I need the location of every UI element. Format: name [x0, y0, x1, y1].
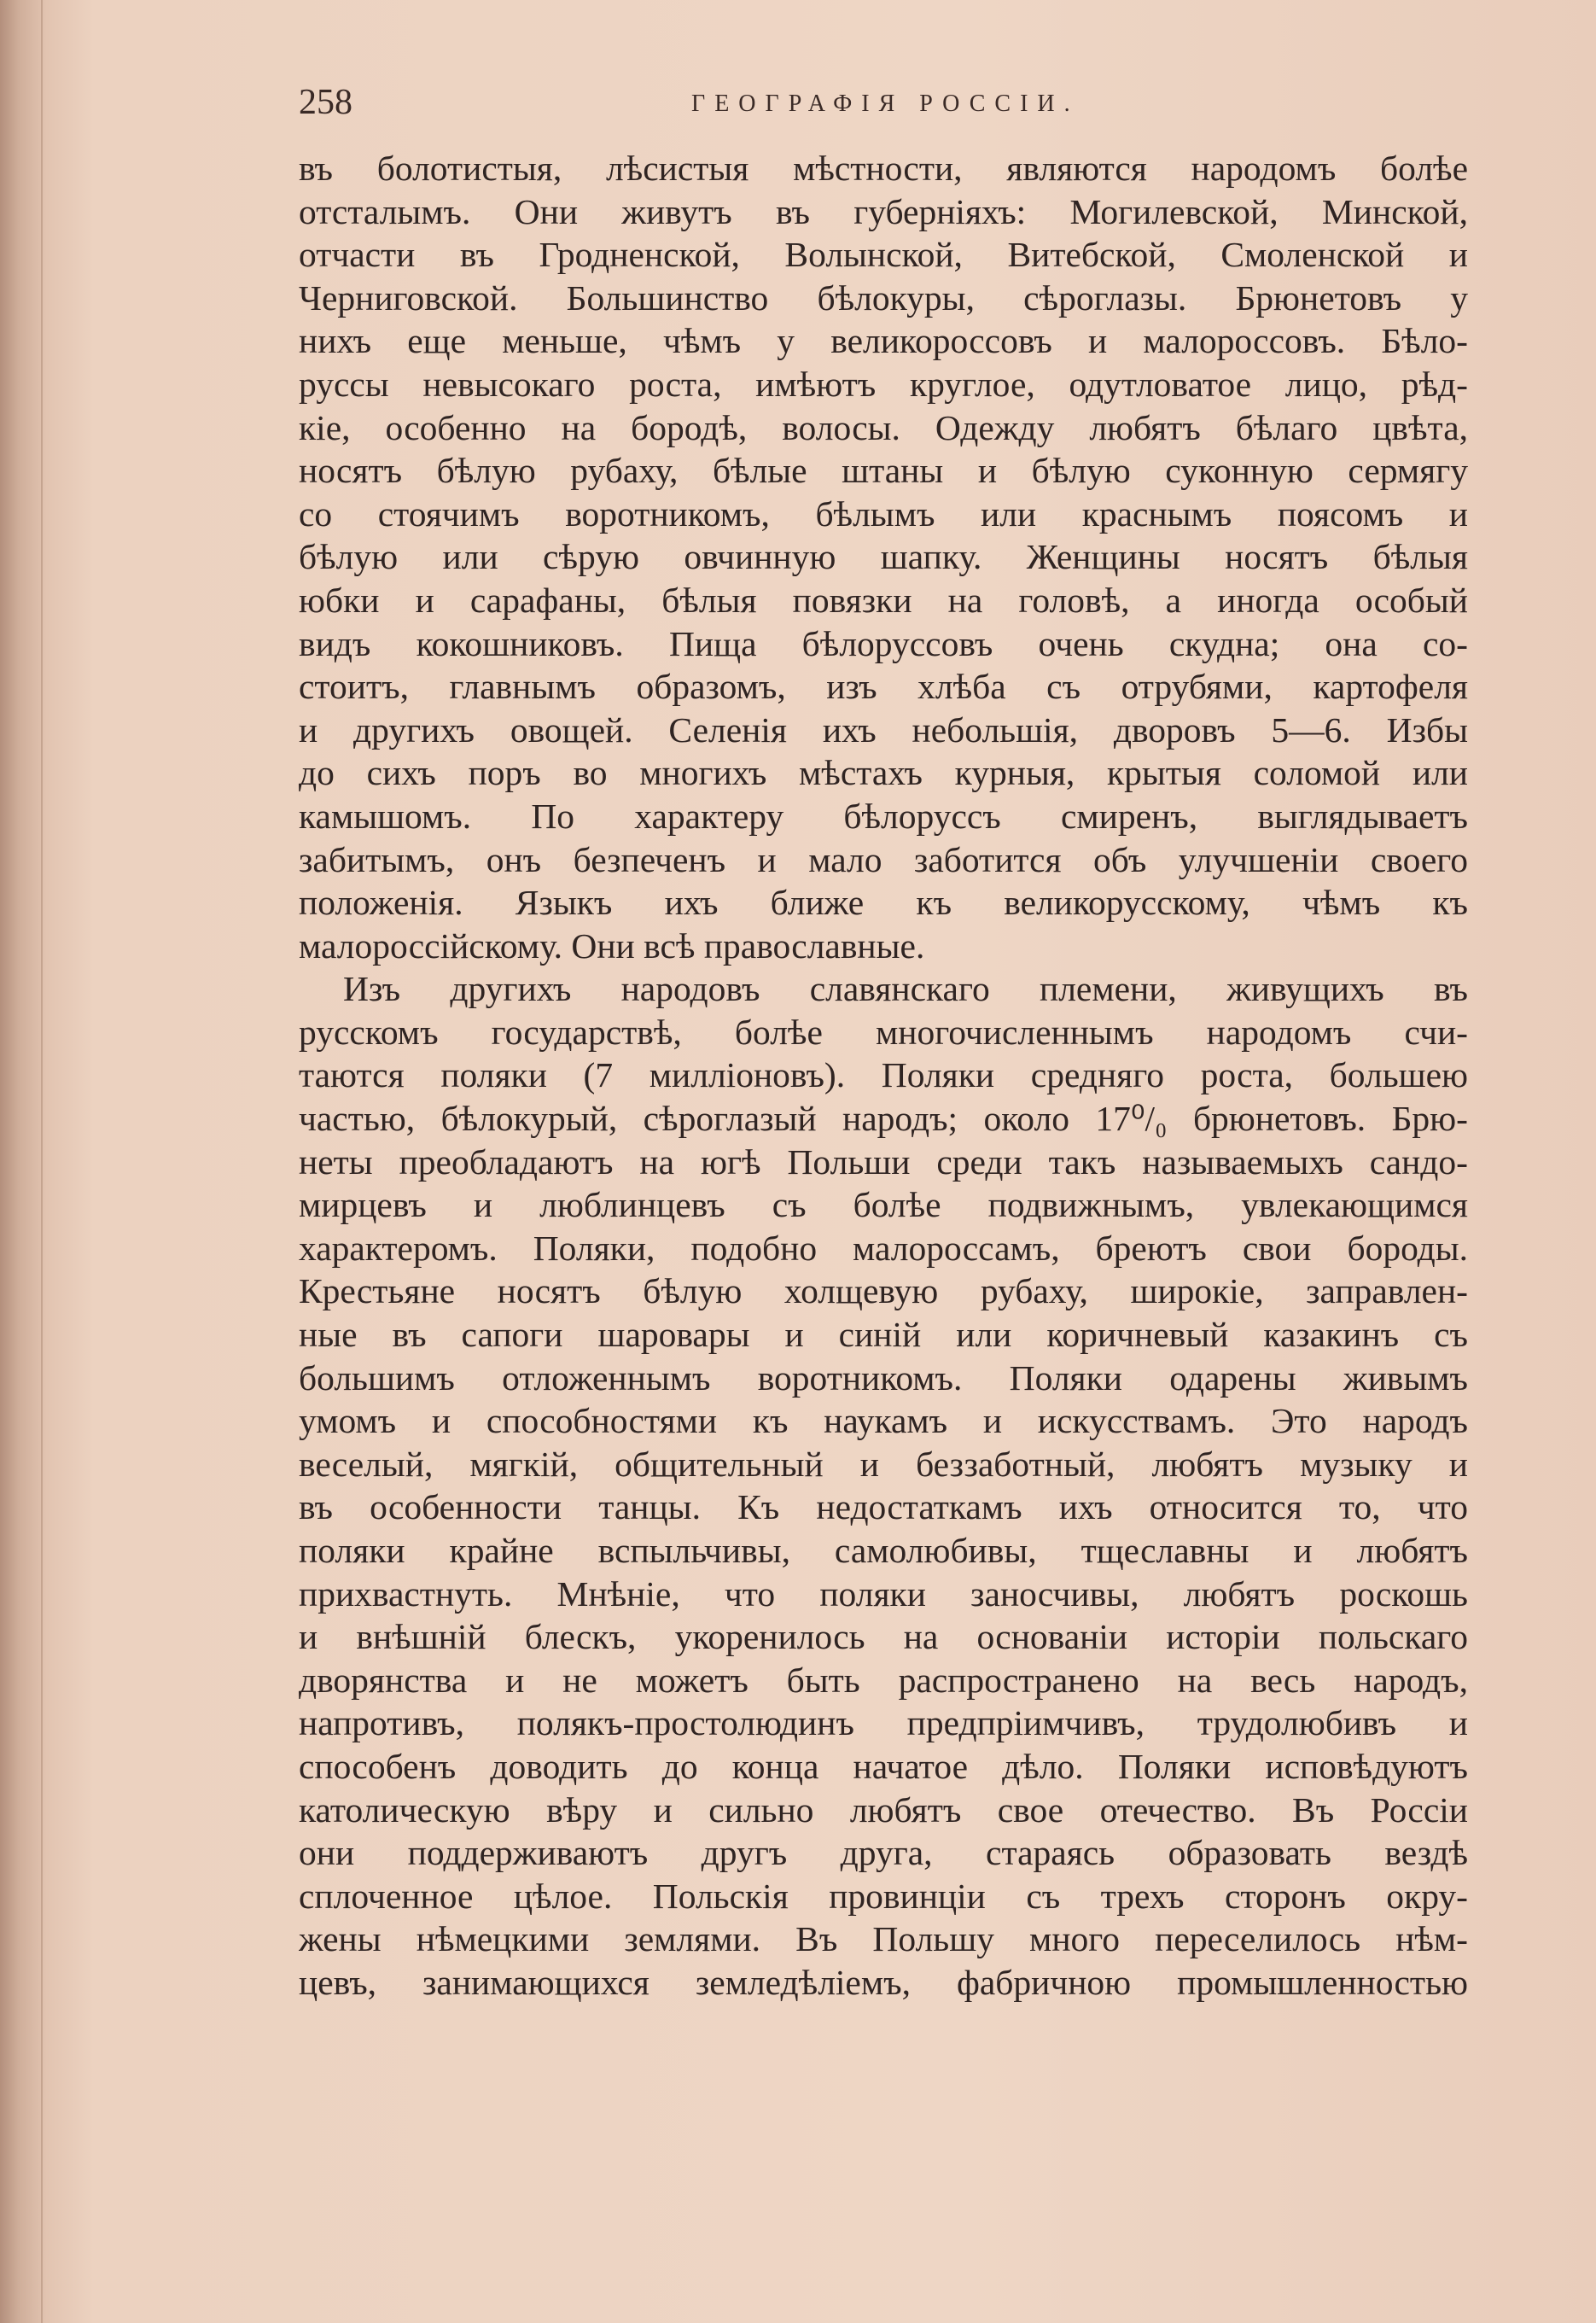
text-line: дворянства и не можетъ быть распространено на весь народъ,	[299, 1660, 1468, 1700]
text-line: носятъ бѣлую рубаху, бѣлые штаны и бѣлую суконную сермягу	[299, 451, 1468, 491]
text-line: они поддерживаютъ другъ друга, стараясь образовать вездѣ	[299, 1833, 1468, 1873]
text-line: умомъ и способностями къ наукамъ и искусствамъ. Это народъ	[299, 1401, 1468, 1441]
text-line: способенъ доводить до конца начатое дѣло. Поляки исповѣдуютъ	[299, 1746, 1468, 1786]
text-line: напротивъ, полякъ-простолюдинъ предпріимчивъ, трудолюбивъ и	[299, 1703, 1468, 1743]
text-line: нихъ еще меньше, чѣмъ у великороссовъ и малороссовъ. Бѣло-	[299, 321, 1468, 361]
text-line: русскомъ государствѣ, болѣе многочисленнымъ народомъ счи-	[299, 1012, 1468, 1052]
body-text	[299, 147, 1468, 2005]
text-line: въ болотистыя, лѣсистыя мѣстности, являются народомъ болѣе	[299, 149, 1468, 188]
text-line: характеромъ. Поляки, подобно малороссамъ, бреютъ свои бороды.	[299, 1228, 1468, 1268]
text-line: малороссійскому. Они всѣ православные.	[299, 925, 925, 966]
text-line: камышомъ. По характеру бѣлоруссъ смиренъ, выглядываетъ	[299, 796, 1468, 836]
text-line: въ особенности танцы. Къ недостаткамъ ихъ относится то, что	[299, 1487, 1468, 1527]
text-line: сплоченное цѣлое. Польскія провинціи съ трехъ сторонъ окру-	[299, 1876, 1468, 1916]
text-line: отчасти въ Гродненской, Волынской, Витебской, Смоленской и	[299, 235, 1468, 275]
text-line: поляки крайне вспыльчивы, самолюбивы, тщеславны и любятъ	[299, 1531, 1468, 1570]
text-line: веселый, мягкій, общительный и беззаботный, любятъ музыку и	[299, 1444, 1468, 1484]
text-line: забитымъ, онъ безпеченъ и мало заботится объ улучшеніи своего	[299, 839, 1468, 879]
text-line: таются поляки (7 милліоновъ). Поляки средняго роста, большею	[299, 1055, 1468, 1095]
text-line: юбки и сарафаны, бѣлыя повязки на головѣ, а иногда особый	[299, 580, 1468, 620]
text-line: видъ кокошниковъ. Пища бѣлоруссовъ очень скудна; она со-	[299, 623, 1468, 663]
text-line: положенія. Языкъ ихъ ближе къ великорусскому, чѣмъ къ	[299, 883, 1468, 923]
text-line: и внѣшній блескъ, укоренилось на основаніи исторіи польскаго	[299, 1617, 1468, 1657]
text-line: цевъ, занимающихся земледѣліемъ, фабричною промышленностью	[299, 1962, 1468, 2002]
text-line: стоитъ, главнымъ образомъ, изъ хлѣба съ отрубями, картофеля	[299, 667, 1468, 707]
text-line: Крестьяне носятъ бѣлую холщевую рубаху, широкіе, заправлен-	[299, 1271, 1468, 1311]
text-line: кіе, особенно на бородѣ, волосы. Одежду любятъ бѣлаго цвѣта,	[299, 407, 1468, 447]
text-line: и другихъ овощей. Селенія ихъ небольшія, дворовъ 5—6. Избы	[299, 709, 1468, 750]
text-line: Черниговской. Большинство бѣлокуры, сѣроглазы. Брюнетовъ у	[299, 277, 1468, 318]
text-line: со стоячимъ воротникомъ, бѣлымъ или краснымъ поясомъ и	[299, 493, 1468, 534]
text-line: до сихъ поръ во многихъ мѣстахъ курныя, крытыя соломой или	[299, 753, 1468, 793]
page-gutter-shadow	[41, 0, 43, 2323]
text-line: жены нѣмецкими землями. Въ Польшу много переселилось нѣм-	[299, 1919, 1468, 1959]
text-line: руссы невысокаго роста, имѣютъ круглое, одутловатое лицо, рѣд-	[299, 364, 1468, 404]
text-line: бѣлую или сѣрую овчинную шапку. Женщины носятъ бѣлыя	[299, 537, 1468, 577]
text-line: прихвастнуть. Мнѣніе, что поляки заносчивы, любятъ роскошь	[299, 1573, 1468, 1614]
text-line: мирцевъ и люблинцевъ съ болѣе подвижнымъ, увлекающимся	[299, 1185, 1468, 1225]
text-line: большимъ отложеннымъ воротникомъ. Поляки одарены живымъ	[299, 1357, 1468, 1398]
page-number: 258	[299, 83, 352, 122]
text-line: неты преобладаютъ на югѣ Польши среди такъ называемыхъ сандо-	[299, 1141, 1468, 1182]
page-header	[299, 72, 1477, 131]
text-line: отсталымъ. Они живутъ въ губерніяхъ: Могилевской, Минской,	[299, 191, 1468, 231]
running-title: ГЕОГРАФІЯ РОССІИ.	[691, 90, 1080, 117]
text-line: частью, бѣлокурый, сѣроглазый народъ; около 17⁰/₀ брюнетовъ. Брю-	[299, 1099, 1468, 1139]
text-line: ные въ сапоги шаровары и синій или коричневый казакинъ съ	[299, 1315, 1468, 1355]
text-line: католическую вѣру и сильно любятъ свое отечество. Въ Россіи	[299, 1789, 1468, 1830]
text-line: Изъ другихъ народовъ славянскаго племени, живущихъ въ	[343, 969, 1468, 1009]
